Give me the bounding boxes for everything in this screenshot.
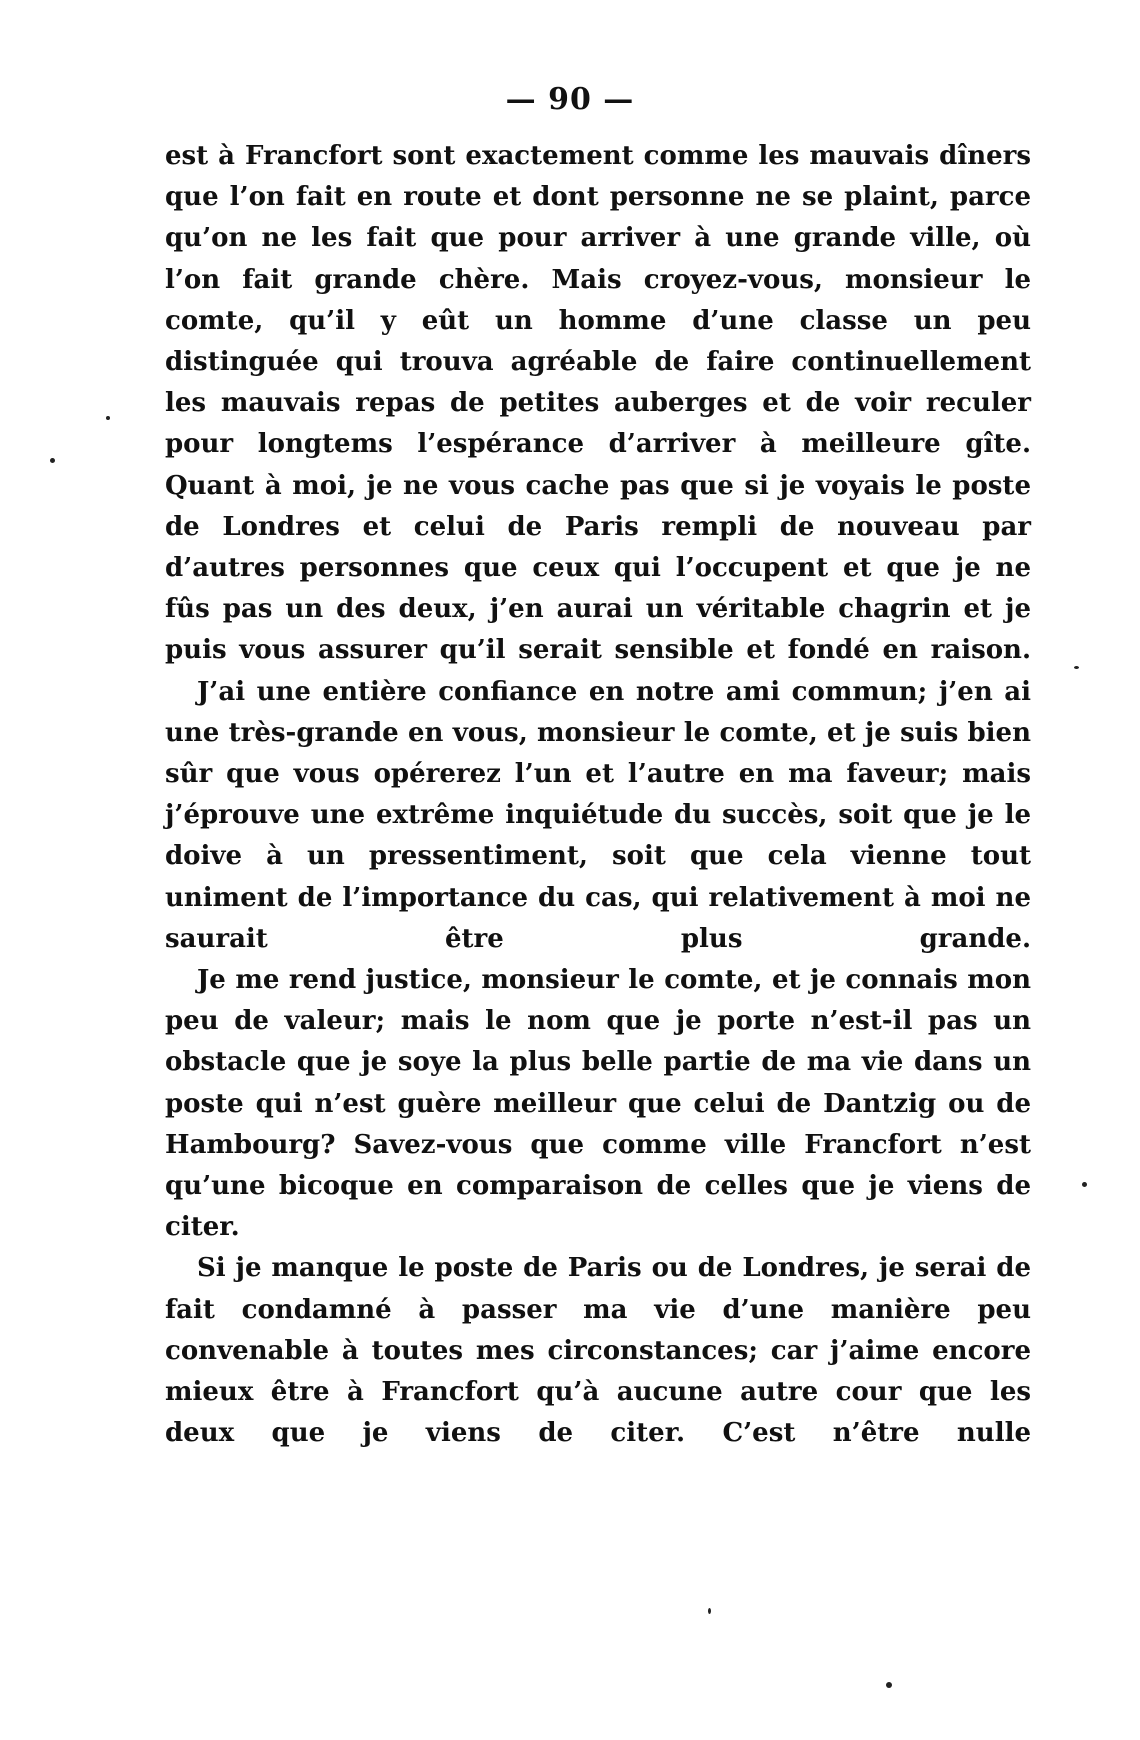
paragraph-2: J’ai une entière confiance en notre ami commun; j’en ai une très-grande en vous, monsieur le comte, et je suis bien sûr que vous opérerez l’un et l’autre en ma faveur; mais j’éprouve une extrême inquiétude du succès, soit que je le doive à un pressentiment, soit que cela vienne tout uniment de l’importance du cas, qui relativement à moi ne saurait être plus grande. [165,676,1031,954]
scan-speck [106,416,110,420]
scan-speck [50,458,55,463]
scan-speck [1074,666,1079,669]
paragraph-3: Je me rend justice, monsieur le comte, et je connais mon peu de valeur; mais le nom que je porte n’est-il pas un obstacle que je soye la plus belle partie de ma vie dans un poste qui n’est guère meilleur que celui de Dantzig ou de Hambourg? Savez-vous que comme ville Francfort n’est qu’une bicoque en comparaison de celles que je viens de citer. [165,965,1031,1243]
body-text [165,136,1031,1455]
scan-speck [708,1608,711,1614]
page-number: — 90 — [505,82,635,117]
paragraph-1: est à Francfort sont exactement comme les mauvais dîners que l’on fait en route et dont personne ne se plaint, parce qu’on ne les fait que pour arriver à une grande ville, où l’on fait grande chère. Mais croyez-vous, monsieur le comte, qu’il y eût un homme d’une classe un peu distinguée qui trouva agréable de faire continuellement les mauvais repas de petites auberges et de voir reculer pour longtems l’espérance d’arriver à meilleure gîte. Quant à moi, je ne vous cache pas que si je voyais le poste de Londres et celui de Paris rempli de nouveau par d’autres personnes que ceux qui l’occupent et que je ne fûs pas un des deux, j’en aurai un véritable chagrin et je puis vous assurer qu’il serait sensible et fondé en raison. [165,141,1031,666]
scan-speck [886,1682,892,1688]
paragraph-4: Si je manque le poste de Paris ou de Londres, je serai de fait condamné à passer ma vie d’une manière peu convenable à toutes mes circonstances; car j’aime encore mieux être à Francfort qu’à aucune autre cour que les deux que je viens de citer. C’est n’être nulle [165,1253,1031,1449]
scan-speck [1082,1182,1087,1187]
